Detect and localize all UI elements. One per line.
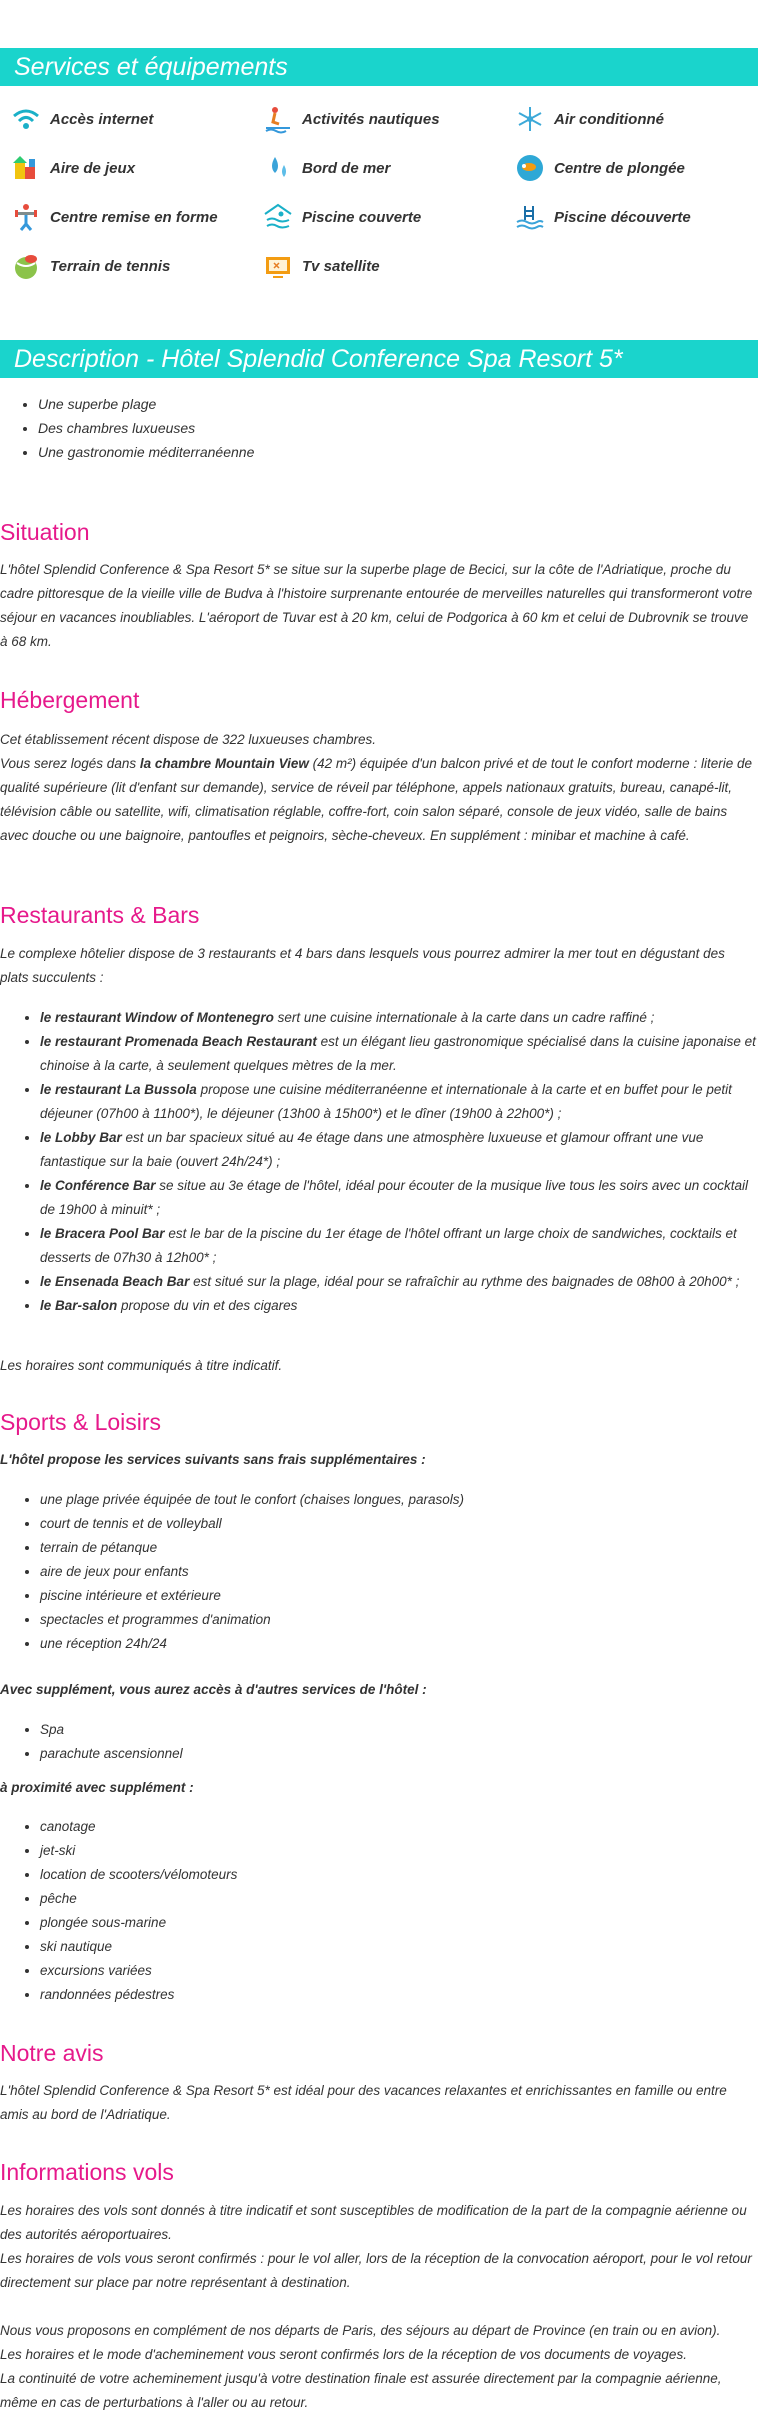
indoor-pool-icon: [262, 202, 294, 232]
service-acces-internet: [10, 104, 153, 134]
restaurant-name: le restaurant La Bussola: [40, 1082, 197, 1097]
list-item: • jet-ski: [40, 1839, 758, 1863]
list-item: • terrain de pétanque: [40, 1536, 758, 1560]
list-item: [40, 1126, 758, 1174]
service-air-conditionne: [514, 104, 664, 134]
service-label: Piscine découverte: [554, 208, 691, 226]
list-item: [40, 1006, 758, 1030]
restaurant-text: est un élégant lieu gastronomique spécialisé dans la cuisine japonaise et chinoise à la carte, à seulement quelques mètres de la mer.: [40, 1034, 756, 1073]
list-item: • plongée sous-marine: [40, 1911, 758, 1935]
service-label: Centre de plongée: [554, 159, 685, 177]
list-item: [40, 1270, 758, 1294]
sports-paid-list: [22, 1718, 758, 1766]
service-piscine-decouverte: [514, 202, 691, 232]
service-label: Accès internet: [50, 110, 154, 128]
service-centre-remise-en-forme: [10, 202, 218, 232]
avis-text: L'hôtel Splendid Conference & Spa Resort 5* est idéal pour des vacances relaxantes et enrichissantes en famille ou entre amis au bord de l'Adriatique.: [0, 2083, 727, 2122]
list-item: • location de scooters/vélomoteurs: [40, 1863, 758, 1887]
service-label: Tv satellite: [302, 257, 380, 275]
sports-paid-title: Avec supplément, vous aurez accès à d'autres services de l'hôtel :: [0, 1682, 427, 1697]
vols-paragraph: Les horaires et le mode d'acheminement vous seront confirmés lors de la réception de vos documents de voyages.: [0, 2347, 687, 2362]
restaurants-note: Les horaires sont communiqués à titre indicatif.: [0, 1358, 283, 1373]
list-item: • canotage: [40, 1815, 758, 1839]
list-item: • randonnées pédestres: [40, 1983, 758, 2007]
tv-icon: [262, 251, 294, 281]
sports-nearby-title: à proximité avec supplément :: [0, 1780, 194, 1795]
restaurant-text: propose du vin et des cigares: [117, 1298, 298, 1313]
list-item: • Une gastronomie méditerranéenne: [38, 440, 254, 464]
restaurant-name: le Lobby Bar: [40, 1130, 122, 1145]
list-item: [40, 1078, 758, 1126]
sports-nearby-list: [22, 1815, 758, 2007]
vols-text: [0, 2199, 755, 2415]
diving-icon: [514, 153, 546, 183]
service-centre-de-plongee: [514, 153, 685, 183]
room-name: la chambre Mountain View: [139, 756, 309, 771]
restaurant-name: le Conférence Bar: [40, 1178, 156, 1193]
list-item: • court de tennis et de volleyball: [40, 1512, 758, 1536]
list-item: • Spa: [40, 1718, 758, 1742]
vols-paragraph: La continuité de votre acheminement jusqu'à votre destination finale est assurée directement par la compagnie aérienne, même en cas de perturbations à l'aller ou au retour.: [0, 2371, 722, 2410]
hebergement-line2-post: (42 m²) équipée d'un balcon privé et de tout le confort moderne : literie de qualité supérieure (lit d'enfant sur demande), service de réveil par téléphone, appels nationaux gratuits, bureau, canapé-lit, télévision câble ou satellite, wifi, climatisation réglable, coffre-fort, coin salon séparé, console de jeux vidéo, salle de bains avec douche ou une baignoire, pantoufles et peignoirs, sèche-cheveux. En supplément : minibar et machine à café.: [0, 756, 752, 843]
list-item: • parachute ascensionnel: [40, 1742, 758, 1766]
service-label: Bord de mer: [302, 159, 391, 177]
restaurants-intro: Le complexe hôtelier dispose de 3 restaurants et 4 bars dans lesquels vous pourrez admirer la mer tout en dégustant des plats succulents :: [0, 946, 725, 985]
service-label: Piscine couverte: [302, 208, 422, 226]
snowflake-icon: [514, 104, 546, 134]
hebergement-heading: Hébergement: [0, 687, 140, 713]
restaurant-name: le restaurant Promenada Beach Restaurant: [40, 1034, 317, 1049]
spacer: [0, 2295, 755, 2319]
service-activites-nautiques: [262, 104, 440, 134]
hebergement-text: [0, 728, 755, 848]
service-terrain-de-tennis: [10, 251, 170, 281]
service-bord-de-mer: [262, 153, 390, 183]
list-item: • Une superbe plage: [38, 392, 254, 416]
vols-paragraph: Nous vous proposons en complément de nos départs de Paris, des séjours au départ de Province (en train ou en avion).: [0, 2323, 721, 2338]
description-title: Description - Hôtel Splendid Conference Spa Resort 5*: [0, 340, 758, 378]
service-label: Terrain de tennis: [50, 257, 171, 275]
restaurant-text: se situe au 3e étage de l'hôtel, idéal pour écouter de la musique live tous les soirs avec un cocktail de 19h00 à minuit* ;: [40, 1178, 748, 1217]
vols-paragraph: Les horaires de vols vous seront confirmés : pour le vol aller, lors de la réception de la convocation aéroport, pour le vol retour directement sur place par notre représentant à destination.: [0, 2251, 752, 2290]
description-highlights: [38, 392, 254, 464]
situation-text: L'hôtel Splendid Conference & Spa Resort 5* se situe sur la superbe plage de Becici, sur la côte de l'Adriatique, proche du cadre pittoresque de la vieille ville de Budva à l'histoire surprenante entourée de merveilles naturelles qui transformeront votre séjour en vacances inoubliables. L'aéroport de Tuvar est à 20 km, celui de Podgorica à 60 km et celui de Dubrovnik se trouve à 68 km.: [0, 562, 753, 649]
situation-heading: Situation: [0, 519, 90, 545]
restaurant-text: est le bar de la piscine du 1er étage de l'hôtel offrant un large choix de sandwiches, cocktails et desserts de 07h30 à 12h00* ;: [40, 1226, 737, 1265]
list-item: • une réception 24h/24: [40, 1632, 758, 1656]
list-item: • pêche: [40, 1887, 758, 1911]
vols-paragraph: Les horaires des vols sont donnés à titre indicatif et sont susceptibles de modification de la part de la compagnie aérienne ou des autorités aéroportuaires.: [0, 2203, 747, 2242]
restaurant-text: est situé sur la plage, idéal pour se rafraîchir au rythme des baignades de 08h00 à 20h00* ;: [189, 1274, 740, 1289]
outdoor-pool-icon: [514, 202, 546, 232]
restaurants-heading: Restaurants & Bars: [0, 902, 200, 928]
list-item: • Des chambres luxueuses: [38, 416, 254, 440]
list-item: • spectacles et programmes d'animation: [40, 1608, 758, 1632]
service-aire-de-jeux: [10, 153, 135, 183]
avis-heading: Notre avis: [0, 2040, 104, 2066]
restaurant-text: sert une cuisine internationale à la carte dans un cadre raffiné ;: [273, 1010, 655, 1025]
tennis-icon: [10, 251, 42, 281]
service-label: Air conditionné: [554, 110, 664, 128]
services-title: Services et équipements: [0, 48, 758, 86]
service-label: Aire de jeux: [50, 159, 136, 177]
list-item: • aire de jeux pour enfants: [40, 1560, 758, 1584]
sports-free-title: L'hôtel propose les services suivants sans frais supplémentaires :: [0, 1452, 426, 1467]
wifi-icon: [10, 104, 42, 134]
list-item: [40, 1030, 758, 1078]
service-label: Centre remise en forme: [50, 208, 218, 226]
water-drops-icon: [262, 153, 294, 183]
restaurant-text: propose une cuisine méditerranéenne et internationale à la carte et en buffet pour le petit déjeuner (07h00 à 11h00*), le déjeuner (13h00 à 15h00*) et le dîner (19h00 à 22h00*) ;: [40, 1082, 732, 1121]
restaurant-name: le Bracera Pool Bar: [40, 1226, 165, 1241]
list-item: • ski nautique: [40, 1935, 758, 1959]
fitness-icon: [10, 202, 42, 232]
sports-heading: Sports & Loisirs: [0, 1409, 162, 1435]
service-tv-satellite: [262, 251, 380, 281]
list-item: • piscine intérieure et extérieure: [40, 1584, 758, 1608]
restaurants-list: [22, 1006, 758, 1318]
playground-icon: [10, 153, 42, 183]
list-item: • excursions variées: [40, 1959, 758, 1983]
hebergement-line2-pre: Vous serez logés dans: [0, 756, 140, 771]
restaurant-text: est un bar spacieux situé au 4e étage dans une atmosphère luxueuse et glamour offrant une vue fantastique sur la baie (ouvert 24h/24*) ;: [40, 1130, 704, 1169]
sports-free-list: [22, 1488, 758, 1656]
restaurant-name: le Bar-salon: [40, 1298, 118, 1313]
list-item: [40, 1174, 758, 1222]
list-item: [40, 1222, 758, 1270]
vols-heading: Informations vols: [0, 2159, 174, 2185]
restaurant-name: le Ensenada Beach Bar: [40, 1274, 190, 1289]
service-piscine-couverte: [262, 202, 421, 232]
water-ski-icon: [262, 104, 294, 134]
restaurant-name: le restaurant Window of Montenegro: [40, 1010, 274, 1025]
hebergement-line1: Cet établissement récent dispose de 322 luxueuses chambres.: [0, 732, 376, 747]
service-label: Activités nautiques: [302, 110, 440, 128]
list-item: • une plage privée équipée de tout le confort (chaises longues, parasols): [40, 1488, 758, 1512]
list-item: [40, 1294, 758, 1318]
